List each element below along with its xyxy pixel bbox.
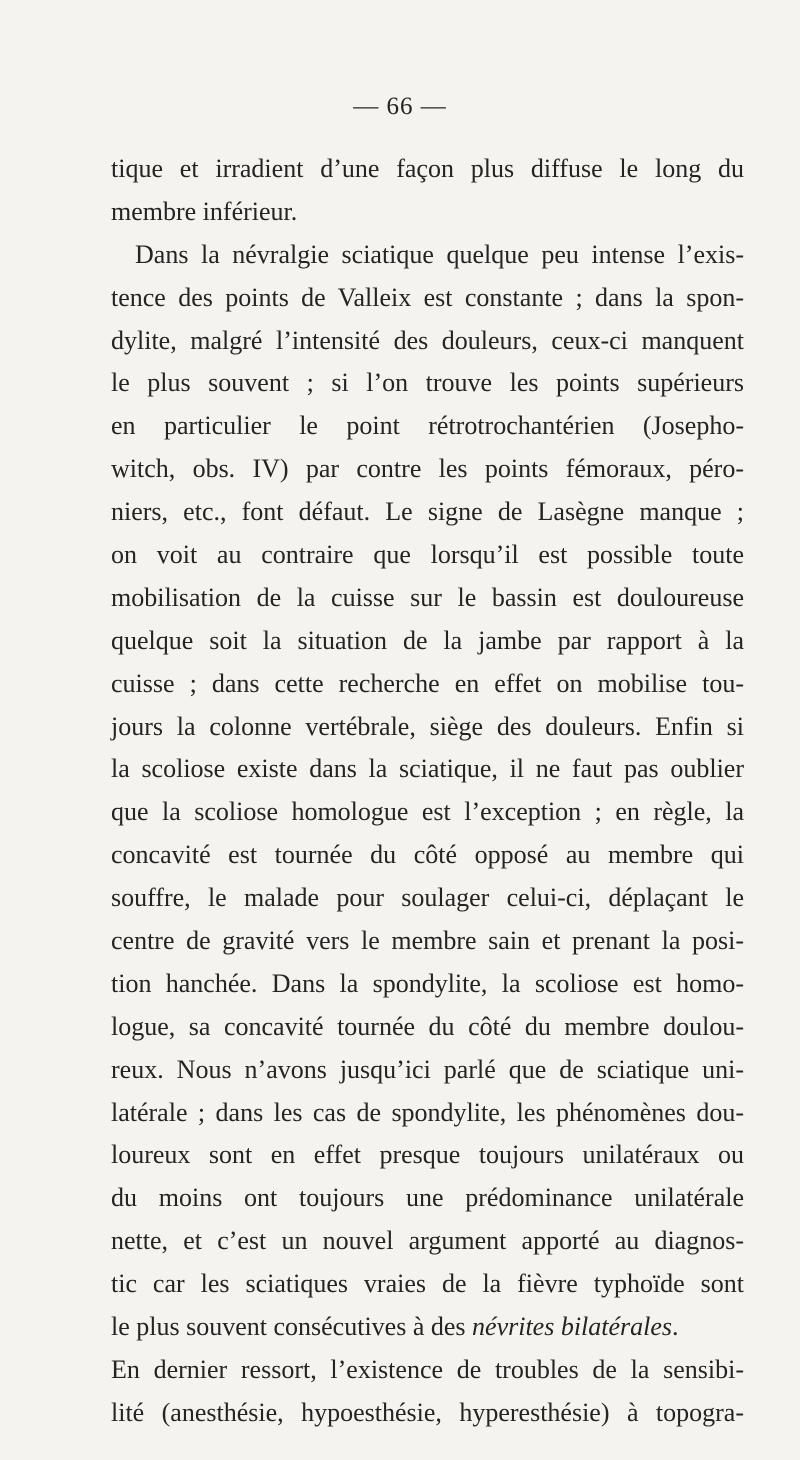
text-line: la scoliose existe dans la sciatique, il ne faut pas oublier [111,754,744,784]
text-line: witch, obs. IV) par contre les points fémoraux, péro- [111,454,744,484]
text-line: on voit au contraire que lorsqu’il est possible toute [111,540,744,570]
text-line: concavité est tournée du côté opposé au membre qui [111,840,744,870]
text-line: souffre, le malade pour soulager celui-ci, déplaçant le [111,883,744,913]
text-line: quelque soit la situation de la jambe par rapport à la [111,625,744,655]
text-line: mobilisation de la cuisse sur le bassin est douloureuse [111,582,744,612]
text-line: dylite, malgré l’intensité des douleurs, ceux-ci manquent [111,325,744,355]
text-line: niers, etc., font défaut. Le signe de Lasègne manque ; [111,497,744,527]
text-line: Dans la névralgie sciatique quelque peu intense l’exis- [135,239,744,269]
text-line: jours la colonne vertébrale, siège des douleurs. Enfin si [111,711,744,741]
text-line: lité (anesthésie, hypoesthésie, hyperesthésie) à topogra- [111,1397,744,1427]
text-line: le plus souvent ; si l’on trouve les points supérieurs [111,368,744,398]
text-line-end: . [672,1312,679,1342]
page-number: — 66 — [353,93,447,120]
text-line: En dernier ressort, l’existence de troubles de la sensibi- [111,1354,744,1384]
text-line: en particulier le point rétrotrochantérien (Josepho- [111,411,744,441]
text-line: centre de gravité vers le membre sain et prenant la posi- [111,926,744,956]
text-line: loureux sont en effet presque toujours unilatéraux ou [111,1140,744,1170]
text-line-start: le plus souvent consécutives à des [111,1312,473,1342]
text-line: logue, sa concavité tournée du côté du membre doulou- [111,1011,744,1041]
text-line: tic car les sciatiques vraies de la fièvre typhoïde sont [111,1269,744,1299]
text-line [111,1306,744,1349]
italic-phrase: névrites bilatérales [472,1312,673,1342]
text-line: membre inférieur. [111,196,298,226]
text-line: que la scoliose homologue est l’exception ; en règle, la [111,797,744,827]
text-line: du moins ont toujours une prédominance unilatérale [111,1183,744,1213]
text-line: nette, et c’est un nouvel argument apporté au diagnos- [111,1226,744,1256]
text-line: tion hanchée. Dans la spondylite, la scoliose est homo- [111,968,744,998]
text-line: reux. Nous n’avons jusqu’ici parlé que de sciatique uni- [111,1054,744,1084]
text-line: tence des points de Valleix est constante ; dans la spon- [111,282,744,312]
text-line: cuisse ; dans cette recherche en effet on mobilise tou- [111,668,744,698]
text-line: tique et irradient d’une façon plus diffuse le long du [111,154,744,183]
text-line: latérale ; dans les cas de spondylite, les phénomènes dou- [111,1097,744,1127]
body-text [111,148,744,1435]
